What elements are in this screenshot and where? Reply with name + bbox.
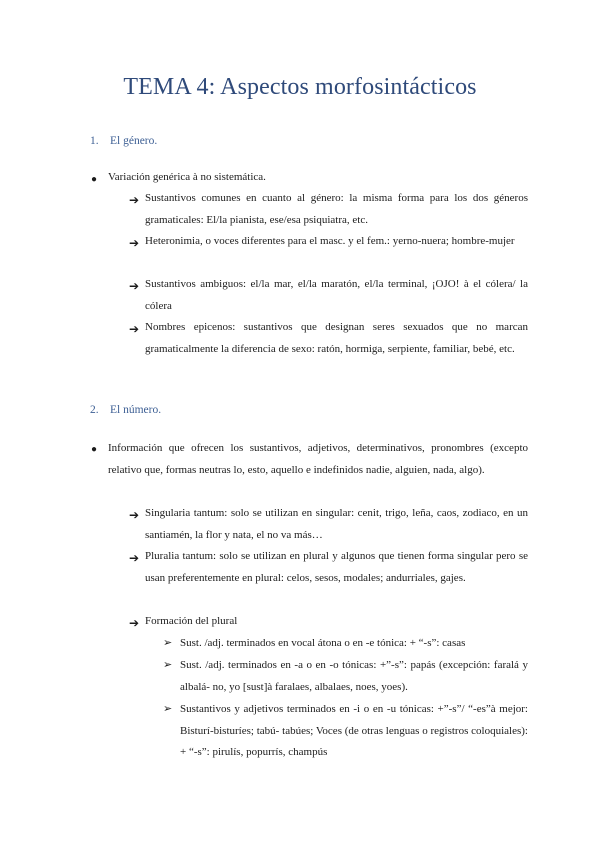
page-title: TEMA 4: Aspectos morfosintácticos: [123, 74, 477, 100]
arrow-icon: ➔: [129, 193, 140, 207]
section-number: 2.: [90, 404, 99, 416]
numero-item: Singularia tantum: solo se utilizan en singular: cenit, trigo, leña, caos, zodiaco, en un santiamén, la flor y nata, el no va más…: [145, 507, 528, 541]
arrow-icon: ➔: [129, 551, 140, 565]
section-heading-genero: [90, 135, 157, 147]
chevron-bullet-icon: ➢: [163, 637, 173, 649]
genero-item: Nombres epicenos: sustantivos que designan seres sexuados que no marcan gramaticalmente la diferencia de sexo: ratón, hormiga, serpiente, familiar, bebé, etc.: [145, 321, 528, 355]
arrow-icon: ➔: [129, 322, 140, 336]
section-label: El número.: [110, 404, 162, 416]
section-number: 1.: [90, 135, 99, 147]
arrow-icon: ➔: [129, 279, 140, 293]
arrow-icon: ➔: [129, 508, 140, 522]
chevron-bullet-icon: ➢: [163, 659, 173, 671]
plural-subitem: Sustantivos y adjetivos terminados en -i o en -u tónicas: +”-s”/ “-es”à mejor: Bisturí-bisturíes; tabú- tabúes; Voces (de otras lenguas o registros coloquiales): + “-s”: pirulís, popurrís, champús: [180, 703, 528, 758]
arrow-icon: ➔: [129, 236, 140, 250]
plural-subitem: Sust. /adj. terminados en vocal átona o en -e tónica: + “-s”: casas: [180, 637, 466, 649]
plural-subitem: Sust. /adj. terminados en -a o en -o tónicas: +”-s”: papás (excepción: faralá y albalá- no, yo [sust]à faralaes, albalaes, noes, yoes).: [180, 659, 528, 693]
bullet-icon: ●: [91, 174, 98, 185]
genero-intro: Variación genérica à no sistemática.: [108, 171, 266, 183]
numero-item: Formación del plural: [145, 615, 238, 627]
genero-item: Sustantivos ambiguos: el/la mar, el/la maratón, el/la terminal, ¡OJO! à el cólera/ la cólera: [145, 278, 528, 312]
genero-item: Heteronimia, o voces diferentes para el masc. y el fem.: yerno-nuera; hombre-mujer: [145, 235, 515, 247]
section-heading-numero: [90, 404, 161, 416]
arrow-icon: ➔: [129, 616, 140, 630]
chevron-bullet-icon: ➢: [163, 703, 173, 715]
numero-item: Pluralia tantum: solo se utilizan en plural y algunos que tienen forma singular pero se usan preferentemente en plural: celos, sesos, modales; andurriales, gajes.: [145, 550, 528, 584]
bullet-icon: ●: [91, 444, 98, 455]
section-label: El género.: [110, 135, 158, 147]
genero-item: Sustantivos comunes en cuanto al género: la misma forma para los dos géneros gramaticales: El/la pianista, ese/esa psiquiatra, etc.: [145, 192, 528, 226]
numero-intro: Información que ofrecen los sustantivos, adjetivos, determinativos, pronombres (excepto relativo que, formas neutras lo, esto, aquello e indefinidos nadie, alguien, nada, algo).: [108, 442, 528, 476]
